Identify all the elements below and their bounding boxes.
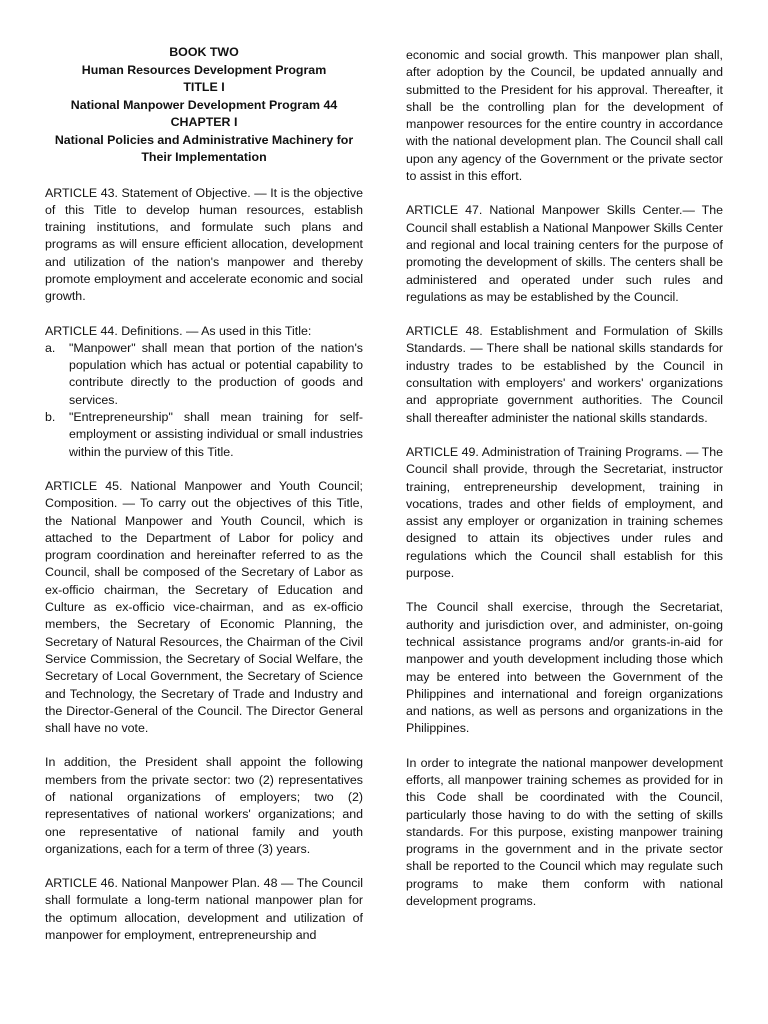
definition-item xyxy=(45,409,363,461)
article-49-paragraph-2: The Council shall exercise, through the Secretariat, authority and jurisdiction over, and administer, on-going technical assistance programs and/or grants-in-aid for manpower and youth development including those which may be entered into between the Government of the Philippines and international and foreign organizations and nations, as well as persons and organizations in the Philippines. xyxy=(406,600,723,736)
list-marker: a. xyxy=(45,340,56,355)
definitions-list xyxy=(45,340,363,461)
definition-text: "Entrepreneurship" shall mean training for self-employment or assisting individual or small industries within the purview of this Title. xyxy=(69,410,363,459)
definition-item xyxy=(45,340,363,409)
book-label: BOOK TWO xyxy=(169,45,239,59)
article-49-text: Administration of Training Programs. — The Council shall provide, through the Secretariat, instructor training, entrepreneurship development, training in vocations, trades and other fields of employment, and assist any employer or organization in training schemes designed to attain its objectives under rules and regulations which the Council shall establish for this purpose. xyxy=(406,444,723,581)
article-45-label: ARTICLE 45. xyxy=(45,478,123,493)
article-44-text: Definitions. — As used in this Title: xyxy=(121,323,312,338)
left-column xyxy=(45,44,363,961)
article-43-label: ARTICLE 43. xyxy=(45,185,118,200)
definition-text: "Manpower" shall mean that portion of the nation's population which has actual or potential capability to contribute directly to the production of goods and services. xyxy=(69,340,363,407)
article-46-text: National Manpower Plan. 48 — The Council shall formulate a long-term national manpower plan for the optimum allocation, development and utilization of manpower for employment, entrepreneurship and xyxy=(45,876,363,943)
chapter-heading xyxy=(45,44,363,167)
chapter-name: National Policies and Administrative Machinery for Their Implementation xyxy=(54,132,354,164)
article-47-text: National Manpower Skills Center.— The Council shall establish a National Manpower Skills Center and regional and local training centers for the purpose of promoting the development of skills. The centers shall be administered and operated under such rules and regulations as may be established by the Council. xyxy=(406,203,723,304)
article-46 xyxy=(45,875,363,944)
article-48-text: Establishment and Formulation of Skills Standards. — There shall be national skills standards for industry trades to be established by the Council in consultation with employers' and workers' organizations and appropriate government authorities. The Council shall thereafter administer the national skills standards. xyxy=(406,324,723,425)
article-43 xyxy=(45,185,363,306)
article-47-label: ARTICLE 47. xyxy=(406,203,483,218)
article-48-label: ARTICLE 48. xyxy=(406,324,483,339)
article-46-continued: economic and social growth. This manpower plan shall, after adoption by the Council, be updated annually and submitted to the President for his approval. Thereafter, it shall be the controlling plan for the development of manpower resources for the entire country in accordance with the national development plan. The Council shall call upon any agency of the Government or the private sector to assist in this effort. xyxy=(406,48,723,184)
article-47 xyxy=(406,202,723,306)
article-43-text: Statement of Objective. — It is the objective of this Title to develop human resources, establish training institutions, and formulate such plans and programs as will ensure efficient allocation, development and utilization of the nation's manpower and thereby promote employment and accelerate economic and social growth. xyxy=(45,185,363,304)
article-49-paragraph-3: In order to integrate the national manpower development efforts, all manpower training schemes as provided for in this Code shall be coordinated with the Council, particularly those having to do with the setting of skills standards. For this purpose, existing manpower training programs in the government and in the private sector shall be reported to the Council which may regulate such programs to make them conform with national development programs. xyxy=(406,755,723,909)
article-45 xyxy=(45,478,363,737)
right-column xyxy=(406,47,723,927)
article-49 xyxy=(406,444,723,582)
article-45-paragraph-2: In addition, the President shall appoint the following members from the private sector: two (2) representatives of national organizations of employers; two (2) representatives of national workers' organizations; and one representative of national family and youth organizations, each for a term of three (3) years. xyxy=(45,755,363,856)
article-46-label: ARTICLE 46. xyxy=(45,876,118,891)
article-45-text: National Manpower and Youth Council; Composition. — To carry out the objectives of this Title, the National Manpower and Youth Council, which is attached to the Department of Labor for policy and program coordination and hereinafter referred to as the Council, shall be composed of the Secretary of Labor as ex-officio chairman, the Secretary of Education and Culture as ex-officio vice-chairman, and as ex-officio members, the Secretary of Economic Planning, the Secretary of Natural Resources, the Chairman of the Civil Service Commission, the Secretary of Social Welfare, the Secretary of Local Government, the Secretary of Science and Technology, the Secretary of Trade and Industry and the Director-General of the Council. The Director General shall have no vote. xyxy=(45,478,363,736)
article-44-label: ARTICLE 44. xyxy=(45,323,118,338)
list-marker: b. xyxy=(45,410,56,425)
article-44 xyxy=(45,323,363,340)
article-48 xyxy=(406,323,723,427)
chapter-label: CHAPTER I xyxy=(170,115,238,129)
title-name: National Manpower Development Program 44 xyxy=(70,97,338,112)
book-title: Human Resources Development Program xyxy=(81,62,327,77)
article-49-label: ARTICLE 49. xyxy=(406,444,479,459)
title-label: TITLE I xyxy=(183,80,225,94)
